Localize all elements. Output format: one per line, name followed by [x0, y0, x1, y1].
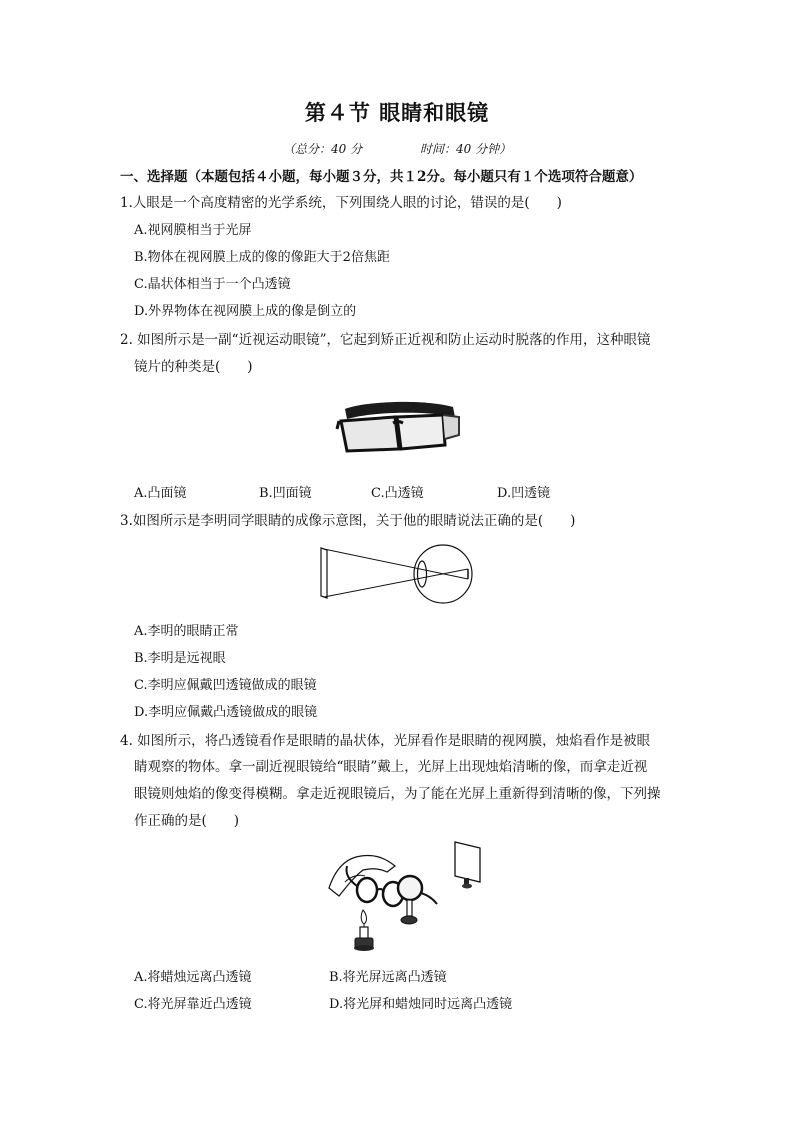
q4-option-d: D.将光屏和蜡烛同时远离凸透镜 [329, 997, 513, 1012]
question-3-stem: 3.如图所示是李明同学眼睛的成像示意图，关于他的眼睛说法正确的是( ) [120, 513, 576, 529]
total-score: （总分：40 分 [283, 142, 363, 156]
section-heading: 一、选择题（本题包括４小题，每小题３分，共１2分。每小题只有１个选项符合题意） [120, 169, 643, 185]
q3-option-d: D.李明应佩戴凸透镜做成的眼镜 [134, 705, 318, 720]
q2-option-b: B.凹面镜 [259, 486, 312, 501]
question-1-stem: 1.人眼是一个高度精密的光学系统，下列围绕人眼的讨论，错误的是( ) [120, 195, 562, 211]
eye-imaging-diagram [318, 544, 486, 604]
q1-option-b: B.物体在视网膜上成的像的像距大于2倍焦距 [134, 250, 390, 265]
question-4-stem-line4: 作正确的是( ) [134, 813, 240, 829]
lens-experiment-figure [325, 836, 485, 954]
q4-option-c: C.将光屏靠近凸透镜 [134, 997, 252, 1012]
question-2-stem-line1: 2. 如图所示是一副“近视运动眼镜”，它起到矫正近视和防止运动时脱落的作用，这种眼镜 [120, 332, 651, 348]
q1-option-a: A.视网膜相当于光屏 [134, 223, 252, 238]
q2-option-a: A.凸面镜 [134, 486, 187, 501]
page-title: 第４节 眼睛和眼镜 [304, 101, 490, 125]
q1-option-d: D.外界物体在视网膜上成的像是倒立的 [134, 304, 357, 319]
sports-glasses-figure [335, 395, 465, 453]
q4-option-b: B.将光屏远离凸透镜 [329, 970, 447, 985]
q1-option-c: C.晶状体相当于一个凸透镜 [134, 277, 291, 292]
question-4-stem-line2: 睛观察的物体。拿一副近视眼镜给“眼睛”戴上，光屏上出现烛焰清晰的像，而拿走近视 [134, 759, 648, 775]
time-limit: 时间：40 分钟） [420, 142, 512, 156]
question-2-stem-line2: 镜片的种类是( ) [134, 359, 253, 375]
q2-option-c: C.凸透镜 [371, 486, 424, 501]
q3-option-c: C.李明应佩戴凹透镜做成的眼镜 [134, 678, 317, 693]
question-4-stem-line1: 4. 如图所示，将凸透镜看作是眼睛的晶状体，光屏看作是眼睛的视网膜，烛焰看作是被眼 [120, 733, 651, 749]
q3-option-b: B.李明是远视眼 [134, 651, 226, 666]
q3-option-a: A.李明的眼睛正常 [134, 624, 239, 639]
q2-option-d: D.凹透镜 [497, 486, 551, 501]
question-4-stem-line3: 眼镜则烛焰的像变得模糊。拿走近视眼镜后，为了能在光屏上重新得到清晰的像，下列操 [134, 786, 661, 802]
q4-option-a: A.将蜡烛远离凸透镜 [134, 970, 252, 985]
